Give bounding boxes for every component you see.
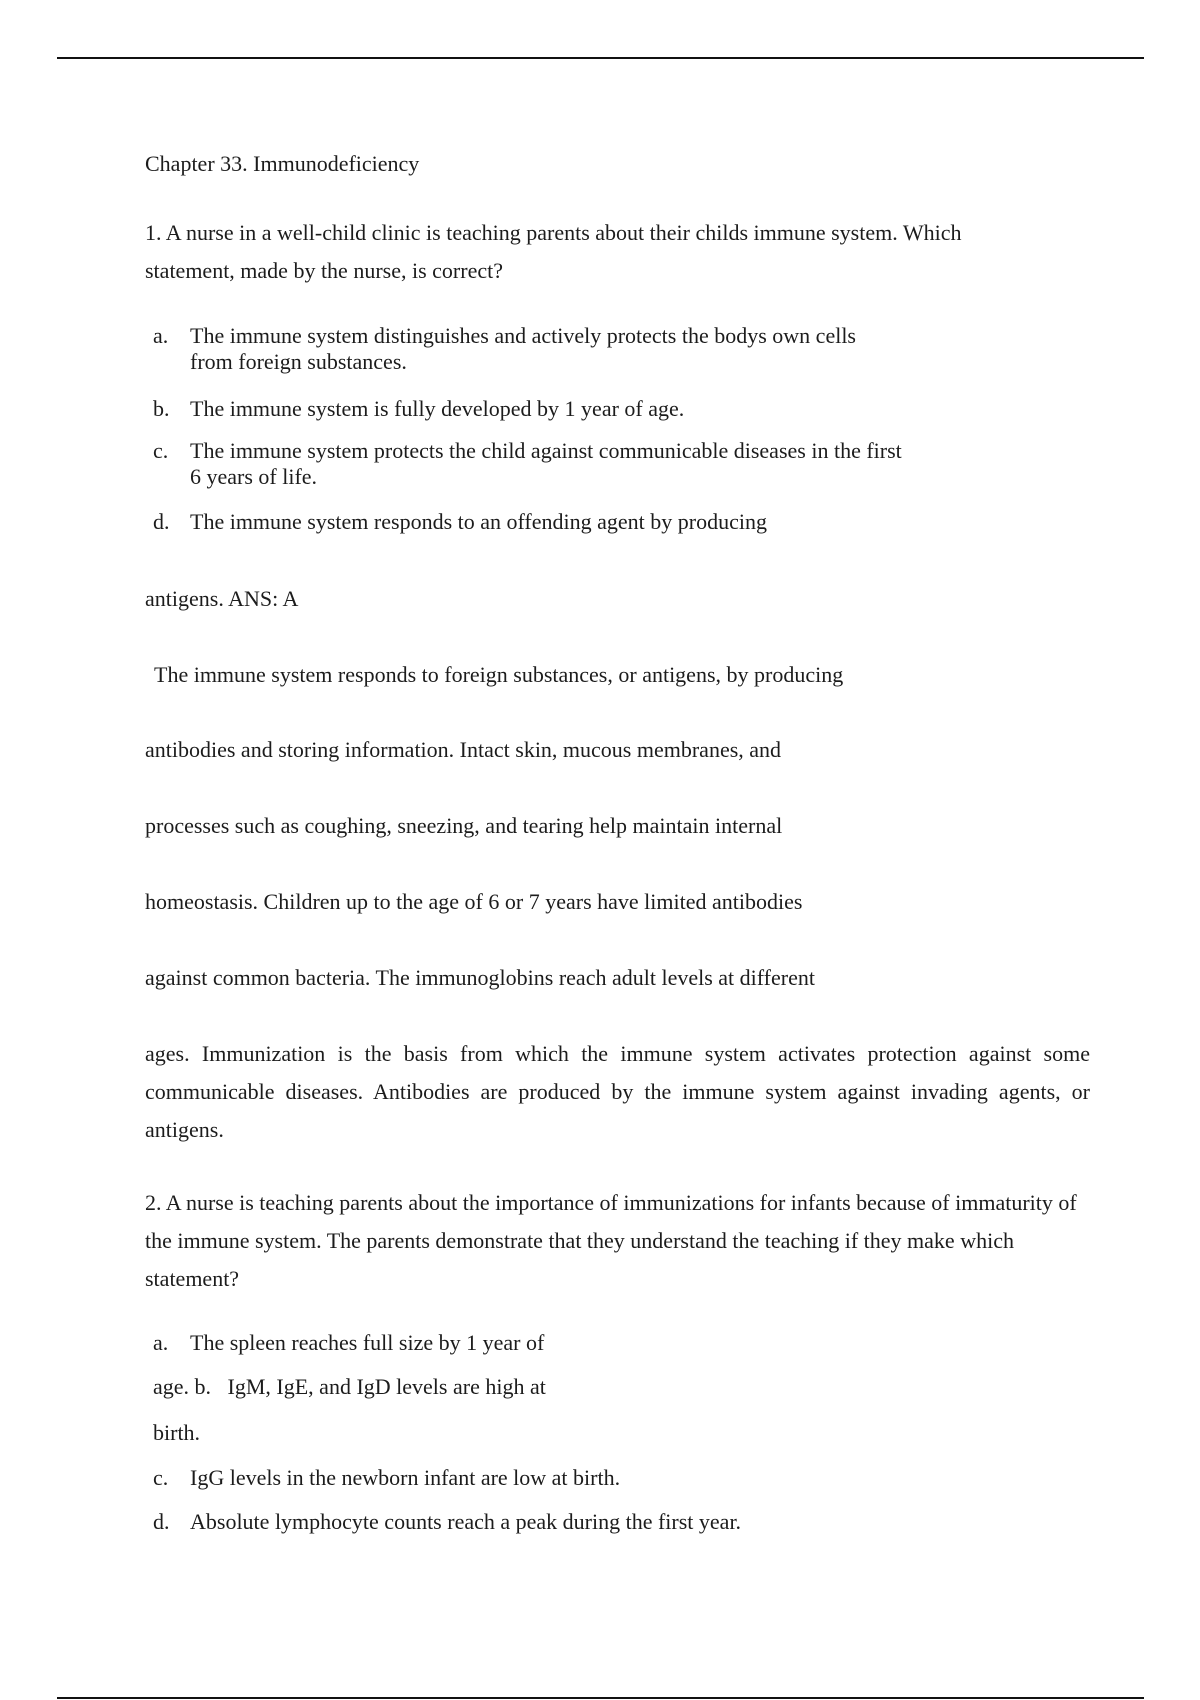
option-text-line1: The immune system protects the child against communicable diseases in the first [190, 438, 902, 463]
option-text-line1: The immune system responds to an offending agent by producing [190, 509, 767, 534]
option-letter: c. [153, 1465, 169, 1490]
rationale-line: homeostasis. Children up to the age of 6 or 7 years have limited antibodies [145, 889, 803, 914]
q1-option-a [153, 323, 856, 375]
option-letter: b. [153, 396, 170, 421]
q2-option-a [153, 1330, 544, 1356]
q2-option-b-continuation: birth. [153, 1420, 201, 1445]
q1-option-c [153, 438, 902, 490]
rationale-line: antibodies and storing information. Intact skin, mucous membranes, and [145, 737, 782, 762]
header-rule [57, 57, 1144, 59]
q2-option-d [153, 1509, 741, 1535]
rationale-line: processes such as coughing, sneezing, and tearing help maintain internal [145, 813, 783, 838]
rationale-final-paragraph: ages. Immunization is the basis from which the immune system activates protection against some communicable diseases. Antibodies are produced by the immune system against invading agents, or antigens. [145, 1041, 1090, 1142]
option-letter: d. [153, 509, 170, 534]
option-letter: c. [153, 438, 169, 463]
rationale-line: The immune system responds to foreign substances, or antigens, by producing [154, 662, 844, 687]
option-text: IgG levels in the newborn infant are low at birth. [190, 1465, 621, 1490]
option-text-line1: The immune system distinguishes and actively protects the bodys own cells [190, 323, 856, 348]
q1-option-b [153, 396, 684, 422]
option-letter: d. [153, 1509, 170, 1534]
option-letter: a. [153, 323, 169, 348]
option-text-line1: The immune system is fully developed by 1 year of age. [190, 396, 685, 421]
option-letter: a. [153, 1330, 169, 1355]
q1-option-d [153, 509, 767, 535]
question-1-stem: 1. A nurse in a well-child clinic is teaching parents about their childs immune system. Which statement, made by the nurse, is correct? [145, 220, 962, 283]
answer-line: antigens. ANS: A [145, 586, 299, 611]
option-text-line2: 6 years of life. [190, 464, 318, 489]
q2-option-b-line: age. b. IgM, IgE, and IgD levels are high at [153, 1374, 546, 1399]
option-text: The spleen reaches full size by 1 year of [190, 1330, 545, 1355]
option-text: Absolute lymphocyte counts reach a peak during the first year. [190, 1509, 742, 1534]
chapter-title: Chapter 33. Immunodeficiency [145, 151, 420, 176]
question-2-stem: 2. A nurse is teaching parents about the importance of immunizations for infants because of immaturity of the immune system. The parents demonstrate that they understand the teaching if they make which statement? [145, 1190, 1077, 1291]
option-text-line2: from foreign substances. [190, 349, 407, 374]
footer-rule [57, 1697, 1144, 1699]
rationale-line: against common bacteria. The immunoglobins reach adult levels at different [145, 965, 815, 990]
q2-option-c [153, 1465, 620, 1491]
